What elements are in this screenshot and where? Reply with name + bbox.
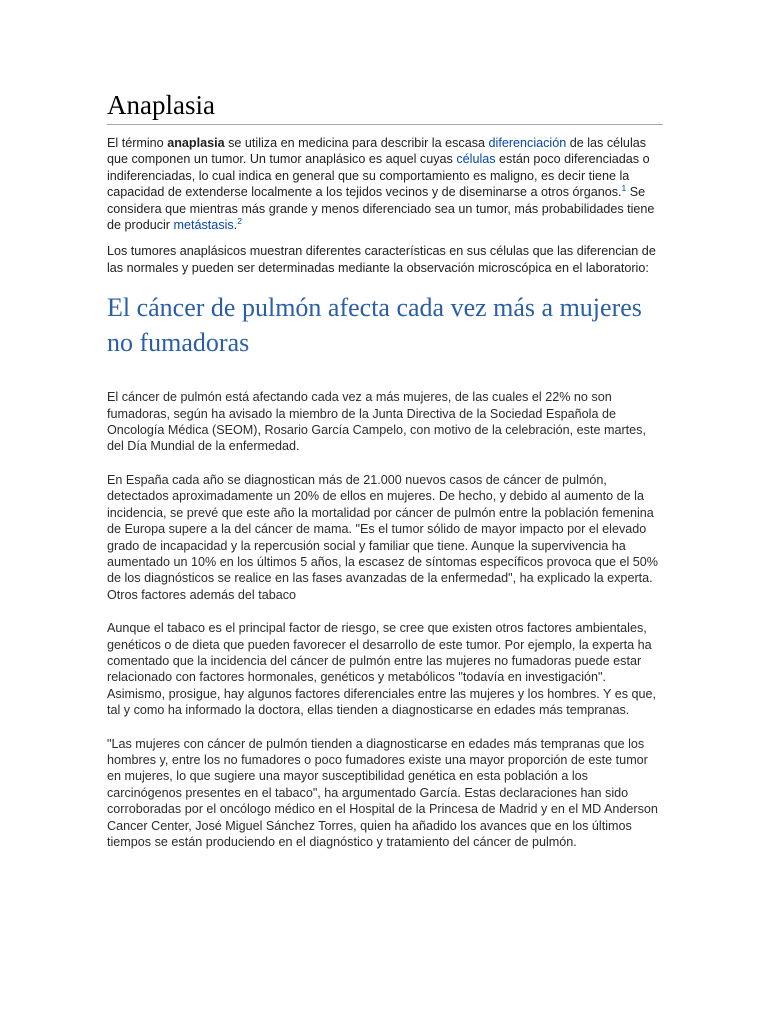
reference-2-link[interactable]: 2 [237,215,242,226]
text-span: están poco diferenciadas o indiferenciadas, lo cual indica en general que su comportamiento es maligno, es decir tiene la capacidad de extenderse localmente a los tejidos vecinos y de diseminarse a otros órganos. [107,152,650,200]
news-article [107,389,663,850]
link-celulas[interactable]: células [456,152,496,167]
text-span: se utiliza en medicina para describir la escasa [224,136,489,150]
text-span: Se considera que mientras más grande y menos diferenciado sea un tumor, más probabilidades tiene de producir [107,185,655,233]
wiki-section [107,135,663,276]
document-page [107,88,663,850]
article-paragraph: El cáncer de pulmón está afectando cada vez a más mujeres, de las cuales el 22% no son fumadoras, según ha avisado la miembro de la Junta Directiva de la Sociedad Española de Oncología Médica (SEOM), Rosario García Campelo, con motivo de la celebración, este martes, del Día Mundial de la enfermedad. [107,390,646,454]
link-metastasis[interactable]: metástasis [173,218,234,233]
reference-2[interactable] [237,216,242,226]
article-subheading: Otros factores además del tabaco [107,587,297,602]
article-paragraph: "Las mujeres con cáncer de pulmón tienden a diagnosticarse en edades más tempranas que los hombres y, entre los no fumadores o poco fumadores existe una mayor proporción de este tumor en mujeres, lo que sugiere una mayor susceptibilidad genética en esta población a los carcinógenos presentes en el tabaco", ha argumentado García. Estas declaraciones han sido corroboradas por el oncólogo médico en el Hospital de la Princesa de Madrid y en el MD Anderson Cancer Center, José Miguel Sánchez Torres, quien ha añadido los avances que en los últimos tiempos se están produciendo en el diagnóstico y tratamiento del cáncer de pulmón. [107,736,658,849]
news-headline: El cáncer de pulmón afecta cada vez más a mujeres no fumadoras [107,293,642,358]
text-span: de las células que componen un tumor. Un tumor anaplásico es aquel cuyas [107,136,647,167]
article-paragraph: En España cada año se diagnostican más de 21.000 nuevos casos de cáncer de pulmón, detectados aproximadamente un 20% de ellos en mujeres. De hecho, y debido al aumento de la incidencia, se prevé que este año la mortalidad por cáncer de pulmón entre la población femenina de Europa supere a la del cáncer de mama. "Es el tumor sólido de mayor impacto por el elevado grado de incapacidad y la repercusión social y familiar que tiene. Aunque la supervivencia ha aumentado un 10% en los últimos 5 años, la escasez de síntomas específicos provoca que el 50% de los diagnósticos se realice en las fases avanzadas de la enfermedad", ha explicado la experta. [107,472,658,586]
wiki-paragraph-1 [107,135,663,233]
text-span: El término [107,136,168,150]
article-paragraph: Aunque el tabaco es el principal factor de riesgo, se cree que existen otros factores ambientales, genéticos o de dieta que pueden favorecer el desarrollo de este tumor. Por ejemplo, la experta ha comentado que la incidencia del cáncer de pulmón entre las mujeres no fumadoras puede estar relacionado con factores hormonales, genéticos y metabólicos "todavía en investigación". Asimismo, prosigue, hay algunos factores diferenciales entre las mujeres y los hombres. Y es que, tal y como ha informado la doctora, ellas tienden a diagnosticarse en edades más tempranas. [107,621,657,718]
bold-term: anaplasia [167,136,225,150]
wiki-paragraph-2: Los tumores anaplásicos muestran diferentes características en sus células que las diferencian de las normales y pueden ser determinadas mediante la observación microscópica en el laboratorio: [107,244,656,275]
reference-1-link[interactable]: 1 [621,183,627,194]
article-title: Anaplasia [107,88,663,125]
link-diferenciacion[interactable]: diferenciación [488,136,567,150]
text-span: . [233,218,238,233]
